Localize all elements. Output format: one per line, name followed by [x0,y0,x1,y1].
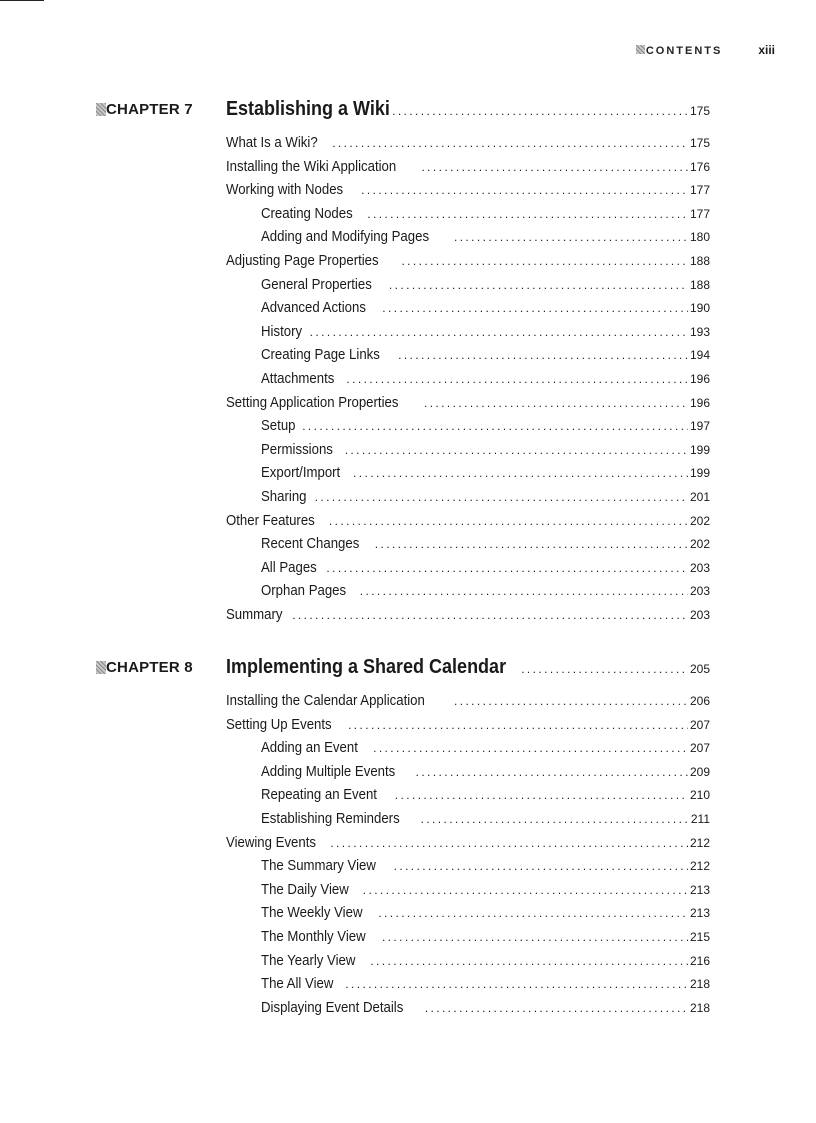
dot-leader [315,490,688,504]
chapter-label [96,659,193,676]
toc-entry-page-number: 203 [689,584,710,599]
dot-leader [389,278,688,292]
toc-entry-page-number: 201 [689,489,710,504]
chapter-title: Implementing a Shared Calendar [226,656,507,678]
toc-entry[interactable] [261,441,710,465]
toc-entry[interactable] [261,276,710,300]
toc-entry-title: The Monthly View [261,927,366,945]
toc-entry-title: Working with Nodes [226,181,344,199]
running-header [636,43,775,57]
toc-entry-title: Recent Changes [261,535,360,553]
dot-leader [425,1001,688,1015]
toc-entry-title: Adding Multiple Events [261,762,396,780]
toc-entry-title: Viewing Events [226,833,317,851]
toc-entry[interactable] [261,205,710,229]
dot-leader [421,160,688,174]
toc-entry-title: Setting Application Properties [226,393,399,411]
chapter-title: Establishing a Wiki [226,98,390,120]
toc-entry-title: What Is a Wiki? [226,134,318,151]
toc-entry-page-number: 196 [689,371,710,386]
toc-entry-title: Installing the Wiki Application [226,157,397,175]
shade-marker-icon [636,45,645,54]
toc-entry-page-number: 177 [689,206,710,221]
toc-entry-title: The Yearly View [261,951,356,969]
chapter-page-number: 175 [689,104,710,118]
dot-leader [363,883,688,897]
toc-entry-page-number: 180 [689,230,710,245]
toc-entry[interactable] [261,786,710,810]
chapter-7-section [0,98,816,629]
dot-leader [373,741,688,755]
toc-entry-page-number: 212 [689,859,710,874]
dot-leader [361,183,688,197]
toc-entry-title: Orphan Pages [261,582,347,600]
chapter-number: CHAPTER 7 [106,101,193,118]
toc-entry-page-number: 202 [689,537,710,552]
toc-entry-page-number: 209 [689,764,710,779]
toc-entry-title: Repeating an Event [261,786,377,804]
toc-entry[interactable] [261,488,710,512]
toc-entry[interactable] [261,582,710,606]
toc-entry[interactable] [226,716,710,740]
toc-entry-page-number: 197 [689,419,710,434]
chapter-number: CHAPTER 8 [106,659,193,676]
toc-entry-page-number: 216 [689,953,710,968]
toc-entry-page-number: 207 [689,717,710,732]
toc-entry-title: History [261,322,303,340]
toc-entry-page-number: 193 [689,324,710,339]
chapter-heading [0,656,816,686]
toc-entry-list [0,134,816,629]
toc-entry-title: The Weekly View [261,904,363,922]
toc-entry-page-number: 175 [689,136,710,150]
toc-entry[interactable] [226,834,710,858]
toc-entry[interactable] [261,417,710,441]
toc-entry-title: Establishing Reminders [261,809,400,827]
dot-leader [360,584,688,598]
toc-entry-title: Creating Nodes [261,204,353,222]
toc-entry[interactable] [226,606,710,630]
toc-entry-page-number: 188 [689,253,710,268]
toc-entry-page-number: 207 [689,741,710,756]
dot-leader [370,954,688,968]
dot-leader [454,230,688,244]
dot-leader [424,396,688,410]
toc-entry[interactable] [261,881,710,905]
toc-entry-title: Adjusting Page Properties [226,251,379,269]
toc-entry-title: Advanced Actions [261,299,366,317]
toc-entry[interactable] [261,346,710,370]
dot-leader [348,718,688,732]
toc-entry[interactable] [261,810,710,834]
toc-entry[interactable] [226,158,710,182]
dot-leader [394,859,688,873]
chapter-page-number: 205 [689,662,710,676]
toc-entry-title: Adding and Modifying Pages [261,228,430,246]
toc-entry-page-number: 213 [689,906,710,921]
dot-leader [302,419,688,433]
dot-leader [416,765,688,779]
toc-entry-title: Setting Up Events [226,715,332,733]
toc-entry-page-number: 215 [689,929,710,944]
toc-entry-title: Creating Page Links [261,346,380,364]
toc-entry[interactable] [261,559,710,583]
toc-entry-page-number: 203 [689,607,710,622]
toc-entry-page-number: 218 [689,1000,710,1015]
toc-entry[interactable] [226,692,710,716]
chapter-title-link[interactable] [226,656,710,679]
dot-leader [367,207,688,221]
shade-marker-icon [96,661,106,674]
toc-entry[interactable] [261,857,710,881]
toc-entry-page-number: 202 [689,513,710,528]
toc-entry-page-number: 177 [689,183,710,198]
chapter-title-link[interactable] [226,98,710,121]
toc-entry-title: Summary [226,605,283,623]
corner-rule [0,0,44,1]
toc-entry-list [0,692,816,1022]
dot-leader [521,662,688,676]
dot-leader [330,836,688,850]
dot-leader [345,977,688,991]
toc-entry-page-number: 218 [689,977,710,992]
toc-entry[interactable] [261,739,710,763]
toc-entry-title: The Summary View [261,857,376,875]
toc-entry[interactable] [261,763,710,787]
toc-entry[interactable] [261,928,710,952]
toc-entry[interactable] [261,904,710,928]
shade-marker-icon [96,103,106,116]
toc-entry-title: Installing the Calendar Application [226,692,425,709]
toc-entry-title: Export/Import [261,464,341,482]
toc-entry-page-number: 196 [689,395,710,410]
section-label: CONTENTS [645,45,723,57]
toc-entry-page-number: 188 [689,277,710,292]
dot-leader [375,537,688,551]
toc-entry-page-number: 213 [689,882,710,897]
dot-leader [346,372,688,386]
toc-entry-page-number: 199 [689,466,710,481]
dot-leader [401,254,688,268]
chapter-8-section [0,656,816,1022]
toc-entry[interactable] [226,512,710,536]
dot-leader [329,514,688,528]
dot-leader [395,788,688,802]
toc-entry-page-number: 194 [689,348,710,363]
dot-leader [398,348,688,362]
toc-entry-page-number: 211 [690,811,710,826]
toc-entry[interactable] [261,370,710,394]
dot-leader [378,906,688,920]
toc-entry-title: Attachments [261,369,335,387]
toc-entry[interactable] [261,535,710,559]
toc-entry-page-number: 206 [689,694,710,708]
toc-entry-title: Adding an Event [261,739,358,757]
dot-leader [345,443,688,457]
toc-entry-page-number: 176 [689,159,710,174]
toc-entry-page-number: 190 [689,301,710,316]
toc-entry-title: Displaying Event Details [261,998,404,1016]
toc-entry-title: The All View [261,975,334,993]
dot-leader [382,930,688,944]
toc-entry[interactable] [261,299,710,323]
toc-entry-title: All Pages [261,558,317,576]
chapter-heading [0,98,816,128]
toc-entry[interactable] [261,323,710,347]
dot-leader [292,608,688,622]
toc-entry-page-number: 212 [689,835,710,850]
toc-entry-title: The Daily View [261,880,349,898]
dot-leader [392,104,688,118]
toc-entry[interactable] [261,999,710,1023]
toc-entry-page-number: 210 [689,788,710,803]
dot-leader [332,136,688,150]
dot-leader [454,694,688,708]
toc-entry[interactable] [226,134,710,158]
toc-entry-title: Other Features [226,511,315,529]
toc-entry[interactable] [261,464,710,488]
toc-entry-title: General Properties [261,275,372,293]
dot-leader [326,561,688,575]
toc-entry-page-number: 203 [689,560,710,575]
toc-entry[interactable] [261,228,710,252]
toc-entry-title: Sharing [261,487,307,505]
toc-entry-title: Permissions [261,440,333,458]
dot-leader [382,301,688,315]
dot-leader [353,466,688,480]
toc-entry[interactable] [226,394,710,418]
chapter-label [96,101,193,118]
toc-entry[interactable] [261,975,710,999]
toc-entry[interactable] [226,252,710,276]
toc-entry-title: Setup [261,417,296,435]
dot-leader [421,812,689,826]
dot-leader [310,325,688,339]
toc-entry[interactable] [226,181,710,205]
toc-entry-page-number: 199 [689,442,710,457]
page-number: xiii [758,43,775,57]
toc-entry[interactable] [261,952,710,976]
